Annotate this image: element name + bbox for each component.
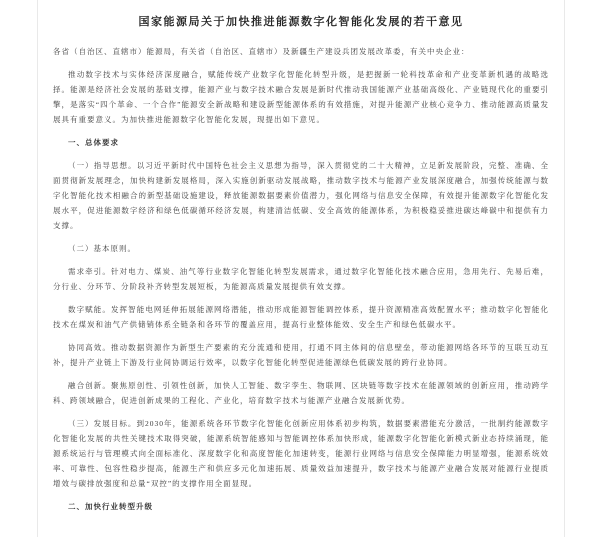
document-title: 国家能源局关于加快推进能源数字化智能化发展的若干意见 (138, 16, 464, 28)
paragraph-basic-principles: （二）基本原则。 (68, 244, 136, 253)
paragraph-digital-empowerment: 数字赋能。发挥智能电网延伸拓展能源网络潜能，推动形成能源智能调控体系，提升资源精准高效配置水平；推动数字化智能化技术在煤炭和油气产供储销体系全链条和各环节的覆盖应用，提高行业整体能效、安全生产和绿色低碳水平。 (53, 305, 549, 329)
paragraph-guiding-ideology: （一）指导思想。以习近平新时代中国特色社会主义思想为指导，深入贯彻党的二十大精神，立足新发展阶段，完整、准确、全面贯彻新发展理念，加快构建新发展格局，深入实施创新驱动发展战略，推动数字技术与能源产业发展深度融合，加强传统能源与数字化智能化技术相融合的新型基础设施建设，释放能源数据要素价值潜力，强化网络与信息安全保障，有效提升能源数字化智能化发展水平，促进能源数字经济和绿色低碳循环经济发展，构建清洁低碳、安全高效的能源体系，为积极稳妥推进碳达峰碳中和提供有力支撑。 (53, 161, 549, 230)
paragraph-coordination: 协同高效。推动数据资源作为新型生产要素的充分流通和使用，打通不同主体间的信息壁垒，带动能源网络各环节的互联互动互补，提升产业链上下游及行业间协调运行效率，以数字化智能化转型促进能源绿色低碳发展的跨行业协同。 (53, 343, 549, 367)
paragraph-innovation: 融合创新。聚焦原创性、引领性创新，加快人工智能、数字孪生、物联网、区块链等数字技术在能源领域的创新应用，推动跨学科、跨领域融合，促进创新成果的工程化、产业化，培育数字技术与能源产业融合发展新优势。 (53, 381, 549, 405)
document-page (37, 0, 565, 537)
paragraph-intro: 推动数字技术与实体经济深度融合，赋能传统产业数字化智能化转型升级，是把握新一轮科技革命和产业变革新机遇的战略选择。能源是经济社会发展的基础支撑，能源产业与数字技术融合发展是新时代推动我国能源产业基础高级化、产业链现代化的重要引擎，是落实“四个革命、一个合作”能源安全新战略和建设新型能源体系的有效措施，对提升能源产业核心竞争力、推动能源高质量发展具有重要意义。为加快推进能源数字化智能化发展，现提出如下意见。 (53, 70, 549, 124)
paragraph-development-goals: （三）发展目标。到2030年，能源系统各环节数字化智能化创新应用体系初步构筑，数据要素潜能充分激活，一批制约能源数字化智能化发展的共性关键技术取得突破，能源系统智能感知与智能调控体系加快形成，能源数字化智能化新模式新业态持续涌现，能源系统运行与管理模式向全面标准化、深度数字化和高度智能化加速转变，能源行业网络与信息安全保障能力明显增强，能源系统效率、可靠性、包容性稳步提高，能源生产和供应多元化加速拓展、质量效益加速提升，数字技术与能源产业融合发展对能源行业提质增效与碳排放强度和总量“双控”的支撑作用全面显现。 (53, 419, 549, 488)
salutation: 各省（自治区、直辖市）能源局，有关省（自治区、直辖市）及新疆生产建设兵团发展改革委，有关中央企业： (53, 47, 470, 56)
paragraph-demand-led: 需求牵引。针对电力、煤炭、油气等行业数字化智能化转型发展需求，通过数字化智能化技术融合应用，急用先行、先易后难，分行业、分环节、分阶段补齐转型发展短板，为能源高质量发展提供有效支撑。 (53, 267, 549, 291)
heading-section-2: 二、加快行业转型升级 (68, 502, 153, 511)
heading-section-1: 一、总体要求 (68, 138, 119, 147)
